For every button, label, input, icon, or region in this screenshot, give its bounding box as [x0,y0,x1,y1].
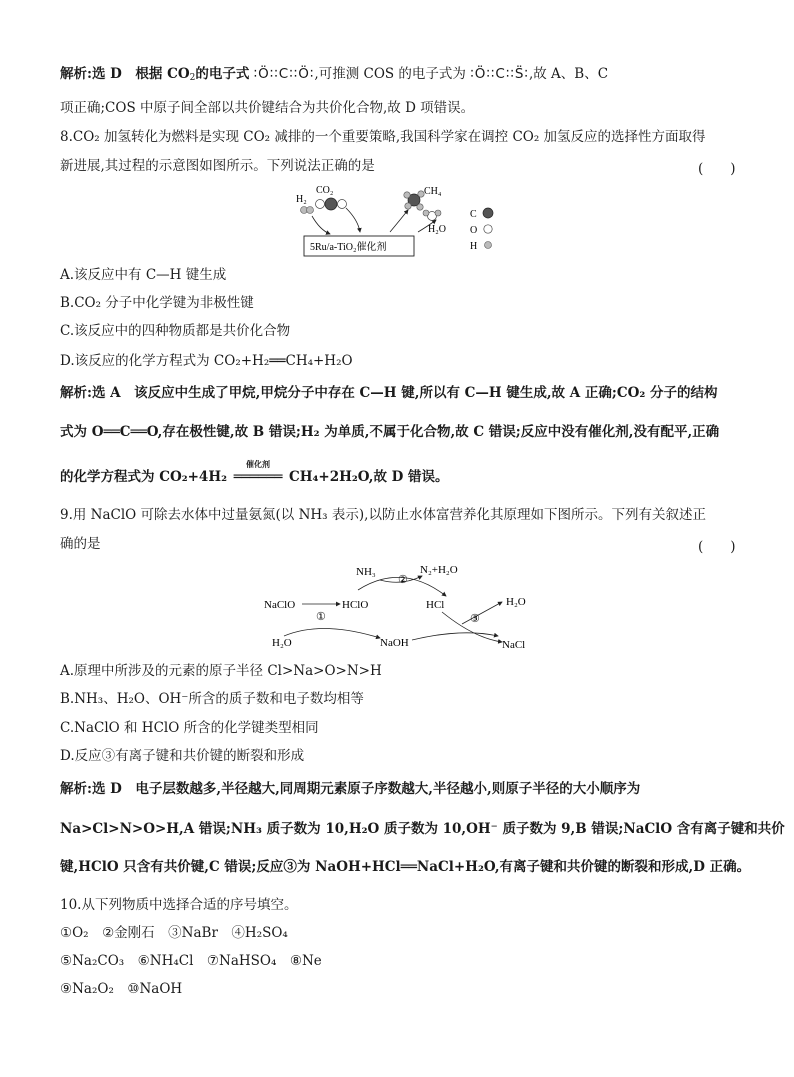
q9-option-b: B.NH₃、H₂O、OH⁻所含的质子数和电子数均相等 [60,691,364,707]
q8-explain-line3 [60,459,449,486]
ch4-label: CH₄ [424,186,442,197]
arrow-step1-byproduct [284,628,380,638]
q8-option-b: B.CO₂ 分子中化学键为非极性键 [60,295,254,311]
h2o-b-label: H₂O [506,596,526,608]
legend-c-symbol: C [470,209,477,220]
catalyst-equals: 催化剂 ══════ [227,468,289,486]
q8-option-a: A.该反应中有 C—H 键生成 [60,267,227,283]
q9-option-d: D.反应③有离子键和共价键的断裂和形成 [60,748,305,764]
arrow-in [312,216,330,234]
catalyst-condition: 催化剂 [246,459,270,469]
step2-label: ② [398,574,408,586]
q7-explain-line2: 项正确;COS 中原子间全部以共价键结合为共价化合物,故 D 项错误。 [60,100,475,116]
nh3-label: NH₃ [356,566,376,578]
arrow-out [390,210,408,232]
legend-h-symbol: H [470,241,478,252]
q7-explain-prefix: 解析:选 D 根据 CO [60,66,190,82]
q9-explain-line2: Na>Cl>N>O>H,A 错误;NH₃ 质子数为 10,H₂O 质子数为 10,OH⁻ 质子数为 9,B 错误;NaClO 含有离子键和共价 [60,821,785,837]
q10-substances-row3: ⑨Na₂O₂ ⑩NaOH [60,981,183,997]
q10-stem: 10.从下列物质中选择合适的序号填空。 [60,897,298,913]
co2-electron-formula: ∶Ö∶∶C∶∶Ö∶ [253,66,315,82]
legend-h-marker [485,242,492,249]
co2-label: CO₂ [316,185,334,196]
q9-answer-paren: ( ) [698,539,736,555]
c-atom [325,198,337,210]
arrow-in [346,208,360,232]
h-atom [423,210,429,216]
naoh-label: NaOH [380,637,409,649]
h-atom [307,207,314,214]
step1-label: ① [316,611,326,623]
nacl-label: NaCl [502,639,526,651]
q8-explain-line1: 解析:选 A 该反应中生成了甲烷,甲烷分子中存在 C—H 键,所以有 C—H 键生成,故 A 正确;CO₂ 分子的结构 [60,385,718,401]
h2o-a-label: H₂O [272,637,292,649]
step3-label: ③ [470,613,480,625]
h-atom [417,204,423,210]
q8-answer-paren: ( ) [698,161,736,177]
q9-stem-line2: 确的是 [60,536,101,552]
q7-explain-end: ,故 A、B、C [528,66,609,82]
q8-explain-line2: 式为 O══C══O,存在极性键,故 B 错误;H₂ 为单质,不属于化合物,故 C 错误;反应中没有催化剂,没有配平,正确 [60,424,720,440]
q8-stem-line2: 新进展,其过程的示意图如图所示。下列说法正确的是 [60,158,375,174]
hclo-label: HClO [342,599,369,611]
q7-explain-line1 [60,65,608,87]
h-atom [435,210,441,216]
n2h2o-label: N₂+H₂O [420,564,458,576]
catalyst-label: 5Ru/a-TiO₂催化剂 [310,242,387,253]
h-atom [405,203,411,209]
q9-option-a: A.原理中所涉及的元素的原子半径 Cl>Na>O>N>H [60,663,382,679]
legend-o-marker [484,225,492,233]
q9-option-c: C.NaClO 和 HClO 所含的化学键类型相同 [60,720,319,736]
arrow-step3 [412,633,498,640]
h-atom [404,192,410,198]
q9-explain-line3: 键,HClO 只含有共价键,C 错误;反应③为 NaOH+HCl══NaCl+H₂O,有离子键和共价键的断裂和形成,D 正确。 [60,859,751,875]
q9-reaction-diagram [262,558,538,654]
o-atom [316,200,325,209]
q8-option-d: D.该反应的化学方程式为 CO₂+H₂══CH₄+H₂O [60,353,353,369]
hcl-label: HCl [426,599,445,611]
q8-explain-line3-suffix: CH₄+2H₂O,故 D 错误。 [289,469,449,485]
q7-explain-mid: 的电子式 [195,66,250,82]
legend-o-symbol: O [470,225,478,236]
q10-substances-row2: ⑤Na₂CO₃ ⑥NH₄Cl ⑦NaHSO₄ ⑧Ne [60,953,322,969]
h2o-label: H₂O [428,224,446,235]
q8-explain-line3-prefix: 的化学方程式为 CO₂+4H₂ [60,469,227,485]
q7-explain-mid2: ,可推测 COS 的电子式为 [314,66,466,82]
arrow-step3-water [462,602,502,624]
q10-substances-row1: ①O₂ ②金刚石 ③NaBr ④H₂SO₄ [60,925,288,941]
co2-subscript: 2 [189,73,196,83]
q8-option-c: C.该反应中的四种物质都是共价化合物 [60,323,291,339]
naclo-label: NaClO [264,599,296,611]
q9-explain-line1: 解析:选 D 电子层数越多,半径越大,同周期元素原子序数越大,半径越小,则原子半径的大小顺序为 [60,781,641,797]
cos-electron-formula: ∶Ö∶∶C∶∶S̈∶ [470,66,529,82]
q9-stem-line1: 9.用 NaClO 可除去水体中过量氨氮(以 NH₃ 表示),以防止水体富营养化其原理如下图所示。下列有关叙述正 [60,507,706,523]
o-atom [338,200,347,209]
legend-c-marker [483,208,493,218]
h2-label: H₂ [296,194,307,205]
q8-reaction-diagram [290,180,510,262]
q8-stem-line1: 8.CO₂ 加氢转化为燃料是实现 CO₂ 减排的一个重要策略,我国科学家在调控 CO₂ 加氢反应的选择性方面取得 [60,129,706,145]
